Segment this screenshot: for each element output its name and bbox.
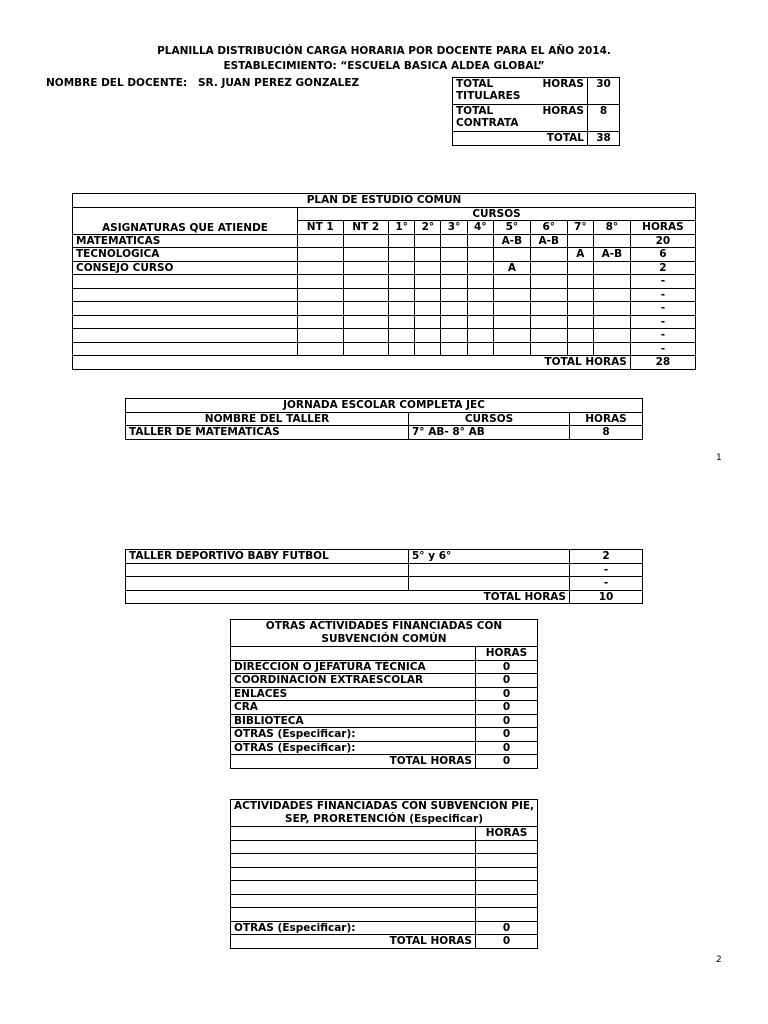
course-cell xyxy=(343,329,389,343)
course-cell xyxy=(298,329,344,343)
course-cell: A-B xyxy=(493,234,530,248)
activity-row-horas: 0 xyxy=(476,714,538,728)
jec-row-cursos: 7° AB- 8° AB xyxy=(409,426,570,440)
course-cell xyxy=(467,288,493,302)
subject-name: TECNOLOGICA xyxy=(73,248,298,262)
course-cell xyxy=(343,288,389,302)
course-cell xyxy=(493,275,530,289)
pie-activity-row-horas xyxy=(476,867,538,881)
subject-horas: 6 xyxy=(630,248,695,262)
course-cell xyxy=(530,302,567,316)
course-cell xyxy=(593,315,630,329)
course-cell xyxy=(298,248,344,262)
course-cell: A-B xyxy=(530,234,567,248)
pie-body xyxy=(231,840,538,935)
course-cell xyxy=(389,248,415,262)
pie-sep-table xyxy=(230,799,538,949)
course-column-header: 5° xyxy=(493,221,530,235)
contrata-horas-word: HORAS xyxy=(542,105,584,117)
otras-body xyxy=(231,660,538,755)
course-cell xyxy=(493,248,530,262)
activity-row-label: OTRAS (Especificar): xyxy=(231,741,476,755)
course-cell xyxy=(343,342,389,356)
activity-row-horas: 0 xyxy=(476,687,538,701)
course-cell xyxy=(493,302,530,316)
course-cell xyxy=(467,234,493,248)
course-cell: A xyxy=(493,261,530,275)
course-cell xyxy=(298,288,344,302)
titulares-value: 30 xyxy=(588,78,620,105)
subject-horas: - xyxy=(630,275,695,289)
subject-horas: - xyxy=(630,302,695,316)
pie-activity-row-label xyxy=(231,840,476,854)
pie-activity-row-horas xyxy=(476,894,538,908)
pie-activity-row-horas xyxy=(476,854,538,868)
jec-col-cursos: CURSOS xyxy=(409,412,570,426)
course-cell xyxy=(343,261,389,275)
course-cell xyxy=(593,342,630,356)
course-cell xyxy=(467,275,493,289)
course-cell xyxy=(530,261,567,275)
jec-table xyxy=(125,398,643,440)
course-cell xyxy=(389,302,415,316)
plan-total-label: TOTAL HORAS xyxy=(73,356,631,370)
course-cell xyxy=(567,261,593,275)
course-cell xyxy=(343,248,389,262)
course-column-header: NT 2 xyxy=(343,221,389,235)
jec-row-name: TALLER DE MATEMÁTICAS xyxy=(126,426,409,440)
course-cell xyxy=(593,302,630,316)
plan-estudio-table xyxy=(72,193,696,370)
contrata-total-word: TOTAL xyxy=(456,105,494,117)
jec2-row-cursos: 5° y 6° xyxy=(409,550,570,564)
course-cell xyxy=(441,315,467,329)
jec2-row xyxy=(126,563,643,577)
pie-activity-row-horas xyxy=(476,840,538,854)
teacher-label: NOMBRE DEL DOCENTE: xyxy=(46,77,188,89)
activity-row-horas: 0 xyxy=(476,674,538,688)
course-cell xyxy=(467,315,493,329)
subjects-header: ASIGNATURAS QUE ATIENDE xyxy=(73,207,298,234)
horas-column-header: HORAS xyxy=(630,221,695,235)
pie-title-line2: SEP, PRORETENCIÓN (Especificar) xyxy=(285,813,483,825)
titulares-horas-word: HORAS xyxy=(542,78,584,90)
course-cell: A xyxy=(567,248,593,262)
course-cell xyxy=(493,329,530,343)
activity-row-label: BIBLIOTECA xyxy=(231,714,476,728)
subject-row xyxy=(73,342,696,356)
course-cell xyxy=(441,234,467,248)
course-cell xyxy=(415,275,441,289)
course-cell xyxy=(467,248,493,262)
course-cell xyxy=(415,315,441,329)
jec2-row-horas: 2 xyxy=(570,550,643,564)
plan-body xyxy=(73,234,696,356)
page-number-1: 1 xyxy=(716,453,722,463)
jec2-row-cursos xyxy=(409,577,570,591)
course-cell xyxy=(493,342,530,356)
course-cell xyxy=(298,302,344,316)
contrata-label: CONTRATA xyxy=(456,117,519,129)
document-title: PLANILLA DISTRIBUCIÓN CARGA HORARIA POR DOCENTE PARA EL AÑO 2014. xyxy=(157,45,611,57)
course-cell xyxy=(441,342,467,356)
contrata-value: 8 xyxy=(588,105,620,132)
course-cell xyxy=(530,342,567,356)
pie-activity-row xyxy=(231,921,538,935)
pie-activity-row-label xyxy=(231,908,476,922)
activity-row-label: COORDINACIÓN EXTRAESCOLAR xyxy=(231,674,476,688)
otras-horas-header: HORAS xyxy=(476,647,538,661)
course-cell xyxy=(415,248,441,262)
subject-name xyxy=(73,288,298,302)
jec2-total-label: TOTAL HORAS xyxy=(126,590,570,604)
jec2-row xyxy=(126,550,643,564)
course-cell xyxy=(530,248,567,262)
course-cell xyxy=(343,315,389,329)
grand-total-label: TOTAL xyxy=(453,132,588,146)
subject-row xyxy=(73,288,696,302)
course-cell xyxy=(298,234,344,248)
cursos-header: CURSOS xyxy=(298,207,696,221)
activity-row-label: CRA xyxy=(231,701,476,715)
otras-title-line2: SUBVENCIÓN COMÚN xyxy=(321,633,447,645)
activity-row xyxy=(231,674,538,688)
totals-table xyxy=(452,77,620,146)
subject-row xyxy=(73,302,696,316)
otras-total-label: TOTAL HORAS xyxy=(231,755,476,769)
otras-title-line1: OTRAS ACTIVIDADES FINANCIADAS CON xyxy=(265,620,503,632)
activity-row xyxy=(231,687,538,701)
subject-horas: 2 xyxy=(630,261,695,275)
subject-row xyxy=(73,261,696,275)
course-cell xyxy=(441,329,467,343)
otras-blank-header xyxy=(231,647,476,661)
pie-activity-row-label xyxy=(231,867,476,881)
activity-row-horas: 0 xyxy=(476,660,538,674)
contrata-row xyxy=(453,105,620,132)
activity-row-label: DIRECCIÓN O JEFATURA TÉCNICA xyxy=(231,660,476,674)
grand-total-row xyxy=(453,132,620,146)
pie-blank-header xyxy=(231,827,476,841)
course-cell xyxy=(298,261,344,275)
pie-activity-row-horas: 0 xyxy=(476,921,538,935)
teacher-name: SR. JUAN PEREZ GONZALEZ xyxy=(198,77,360,89)
course-cell xyxy=(389,329,415,343)
course-cell xyxy=(530,329,567,343)
jec2-row xyxy=(126,577,643,591)
course-cell xyxy=(441,288,467,302)
course-cell xyxy=(389,315,415,329)
subject-row xyxy=(73,248,696,262)
course-cell xyxy=(415,234,441,248)
pie-activity-row-label xyxy=(231,881,476,895)
titulares-label: TITULARES xyxy=(456,90,521,102)
jec2-row-horas: - xyxy=(570,563,643,577)
pie-activity-row xyxy=(231,840,538,854)
page-number-2: 2 xyxy=(716,955,722,965)
course-cell xyxy=(343,302,389,316)
course-cell xyxy=(467,261,493,275)
course-column-header: 8° xyxy=(593,221,630,235)
establishment-name: ESTABLECIMIENTO: “ESCUELA BASICA ALDEA GLOBAL” xyxy=(223,60,545,72)
course-cell xyxy=(567,288,593,302)
course-cell xyxy=(441,261,467,275)
course-cell xyxy=(415,288,441,302)
course-cell xyxy=(530,275,567,289)
course-column-header: NT 1 xyxy=(298,221,344,235)
activity-row xyxy=(231,714,538,728)
jec-title: JORNADA ESCOLAR COMPLETA JEC xyxy=(126,399,643,413)
course-column-header: 2° xyxy=(415,221,441,235)
subject-row xyxy=(73,315,696,329)
subject-horas: - xyxy=(630,342,695,356)
subject-name xyxy=(73,342,298,356)
pie-activity-row-label xyxy=(231,854,476,868)
course-cell xyxy=(593,261,630,275)
subject-horas: - xyxy=(630,315,695,329)
titulares-row xyxy=(453,78,620,105)
grand-total-value: 38 xyxy=(588,132,620,146)
subject-horas: - xyxy=(630,288,695,302)
activity-row-label: OTRAS (Especificar): xyxy=(231,728,476,742)
course-cell xyxy=(343,234,389,248)
subject-name xyxy=(73,275,298,289)
plan-title: PLAN DE ESTUDIO COMUN xyxy=(73,194,696,208)
subject-name xyxy=(73,329,298,343)
otras-total-value: 0 xyxy=(476,755,538,769)
jec-col-horas: HORAS xyxy=(570,412,643,426)
course-cell xyxy=(493,288,530,302)
jec2-row-name: TALLER DEPORTIVO BABY FUTBOL xyxy=(126,550,409,564)
pie-horas-header: HORAS xyxy=(476,827,538,841)
course-cell xyxy=(467,342,493,356)
course-cell xyxy=(441,275,467,289)
subject-horas: - xyxy=(630,329,695,343)
subject-row xyxy=(73,234,696,248)
course-cell xyxy=(415,302,441,316)
course-cell xyxy=(567,329,593,343)
jec2-row-name xyxy=(126,563,409,577)
activity-row xyxy=(231,728,538,742)
course-cell xyxy=(493,315,530,329)
subject-horas: 20 xyxy=(630,234,695,248)
course-column-header: 4° xyxy=(467,221,493,235)
subject-name: CONSEJO CURSO xyxy=(73,261,298,275)
course-cell xyxy=(567,315,593,329)
pie-activity-row-label: OTRAS (Especificar): xyxy=(231,921,476,935)
course-cell xyxy=(567,234,593,248)
jec-continuation-table xyxy=(125,549,643,604)
course-cell xyxy=(567,275,593,289)
course-column-header: 7° xyxy=(567,221,593,235)
pie-activity-row xyxy=(231,854,538,868)
course-cell xyxy=(593,234,630,248)
course-cell xyxy=(530,315,567,329)
jec2-row-cursos xyxy=(409,563,570,577)
course-cell xyxy=(415,329,441,343)
activity-row-horas: 0 xyxy=(476,701,538,715)
course-cell xyxy=(343,275,389,289)
course-cell xyxy=(389,261,415,275)
course-cell xyxy=(389,275,415,289)
titulares-total-word: TOTAL xyxy=(456,78,494,90)
course-cell xyxy=(415,342,441,356)
pie-activity-row-horas xyxy=(476,881,538,895)
plan-total-value: 28 xyxy=(630,356,695,370)
pie-activity-row xyxy=(231,867,538,881)
pie-activity-row xyxy=(231,908,538,922)
jec2-total-value: 10 xyxy=(570,590,643,604)
activity-row xyxy=(231,660,538,674)
subject-name xyxy=(73,302,298,316)
course-cell xyxy=(389,234,415,248)
jec-col-name: NOMBRE DEL TALLER xyxy=(126,412,409,426)
pie-activity-row xyxy=(231,894,538,908)
course-cell xyxy=(298,275,344,289)
course-column-header: 6° xyxy=(530,221,567,235)
course-cell xyxy=(567,302,593,316)
course-cell xyxy=(567,342,593,356)
course-cell xyxy=(530,288,567,302)
pie-activity-row-label xyxy=(231,894,476,908)
course-cell xyxy=(389,288,415,302)
course-column-header: 3° xyxy=(441,221,467,235)
activity-row xyxy=(231,701,538,715)
pie-total-label: TOTAL HORAS xyxy=(231,935,476,949)
course-cell xyxy=(389,342,415,356)
jec-row xyxy=(126,426,643,440)
pie-activity-row-horas xyxy=(476,908,538,922)
subject-name: MATEMATICAS xyxy=(73,234,298,248)
otras-actividades-table xyxy=(230,619,538,769)
course-cell xyxy=(298,315,344,329)
pie-activity-row xyxy=(231,881,538,895)
course-cell xyxy=(593,275,630,289)
subject-row xyxy=(73,329,696,343)
course-cell xyxy=(441,248,467,262)
course-cell xyxy=(298,342,344,356)
activity-row-horas: 0 xyxy=(476,728,538,742)
course-cell: A-B xyxy=(593,248,630,262)
course-cell xyxy=(467,329,493,343)
course-cell xyxy=(467,302,493,316)
subject-row xyxy=(73,275,696,289)
pie-title-line1: ACTIVIDADES FINANCIADAS CON SUBVENCIÓN PIE, xyxy=(234,800,535,812)
activity-row xyxy=(231,741,538,755)
activity-row-horas: 0 xyxy=(476,741,538,755)
activity-row-label: ENLACES xyxy=(231,687,476,701)
pie-total-value: 0 xyxy=(476,935,538,949)
course-cell xyxy=(593,329,630,343)
course-cell xyxy=(441,302,467,316)
jec2-row-horas: - xyxy=(570,577,643,591)
jec2-row-name xyxy=(126,577,409,591)
course-column-header: 1° xyxy=(389,221,415,235)
subject-name xyxy=(73,315,298,329)
course-cell xyxy=(593,288,630,302)
course-cell xyxy=(415,261,441,275)
jec-row-horas: 8 xyxy=(570,426,643,440)
